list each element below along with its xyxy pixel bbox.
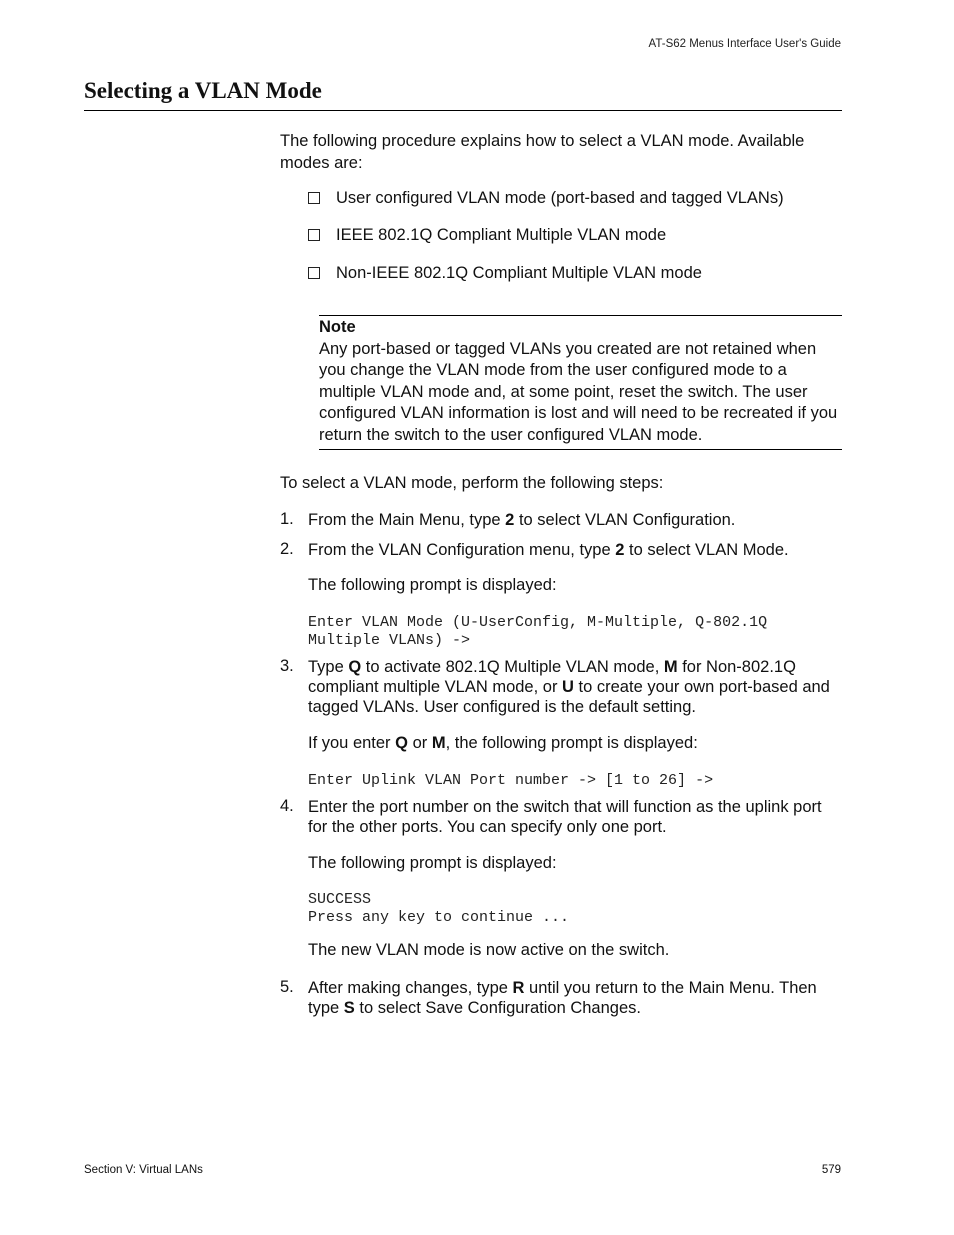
page-number: 579 bbox=[821, 1164, 841, 1176]
intro-paragraph: The following procedure explains how to select a VLAN mode. Available modes are: bbox=[280, 132, 805, 172]
section-title: Selecting a VLAN Mode bbox=[84, 78, 322, 103]
step-3-subtext: If you enter Q or M, the following prompt is displayed: bbox=[308, 734, 698, 752]
note-text: Any port-based or tagged VLANs you created are not retained when you change the VLAN mode from the user configured mode to a multiple VLAN mode and, at some point, reset the switch. The user configured VLAN information is lost and will need to be recreated if you return the switch to the user configured VLAN mode. bbox=[319, 339, 838, 444]
prompt-intro: The following prompt is displayed: bbox=[308, 576, 557, 594]
console-prompt: Enter VLAN Mode (U-UserConfig, M-Multiple, Q-802.1Q Multiple VLANs) -> bbox=[308, 614, 768, 649]
step-5-text: After making changes, type R until you return to the Main Menu. Then type S to select Save Configuration Changes. bbox=[308, 979, 817, 1017]
list-item: User configured VLAN mode (port-based and tagged VLANs) bbox=[308, 189, 784, 208]
note-box bbox=[319, 317, 842, 447]
step-number: 1. bbox=[280, 510, 294, 528]
step-1-text: From the Main Menu, type 2 to select VLAN Configuration. bbox=[308, 511, 736, 529]
note-top-rule bbox=[319, 315, 842, 316]
prompt-intro: The following prompt is displayed: bbox=[308, 854, 557, 872]
running-header: AT-S62 Menus Interface User's Guide bbox=[648, 38, 841, 50]
list-item: IEEE 802.1Q Compliant Multiple VLAN mode bbox=[308, 226, 666, 245]
step-4-after: The new VLAN mode is now active on the switch. bbox=[308, 941, 670, 959]
steps-intro: To select a VLAN mode, perform the following steps: bbox=[280, 474, 664, 492]
checkbox-bullet-icon bbox=[308, 267, 320, 279]
console-prompt: Enter Uplink VLAN Port number -> [1 to 26] -> bbox=[308, 772, 714, 789]
title-rule bbox=[84, 110, 842, 111]
console-output: SUCCESS Press any key to continue ... bbox=[308, 891, 570, 926]
checkbox-bullet-icon bbox=[308, 192, 320, 204]
step-4-text: Enter the port number on the switch that will function as the uplink port for the other ports. You can specify only one port. bbox=[308, 798, 822, 836]
step-number: 4. bbox=[280, 797, 294, 815]
step-number: 2. bbox=[280, 540, 294, 558]
step-3-text: Type Q to activate 802.1Q Multiple VLAN mode, M for Non-802.1Q compliant multiple VLAN mode, or U to create your own port-based and tagged VLANs. User configured is the default setting. bbox=[308, 658, 830, 716]
checkbox-bullet-icon bbox=[308, 229, 320, 241]
footer-section: Section V: Virtual LANs bbox=[84, 1164, 203, 1176]
note-heading: Note bbox=[319, 318, 356, 336]
note-bottom-rule bbox=[319, 449, 842, 450]
step-number: 5. bbox=[280, 978, 294, 996]
step-number: 3. bbox=[280, 657, 294, 675]
step-2-text: From the VLAN Configuration menu, type 2 to select VLAN Mode. bbox=[308, 541, 789, 559]
list-item: Non-IEEE 802.1Q Compliant Multiple VLAN mode bbox=[308, 264, 702, 283]
